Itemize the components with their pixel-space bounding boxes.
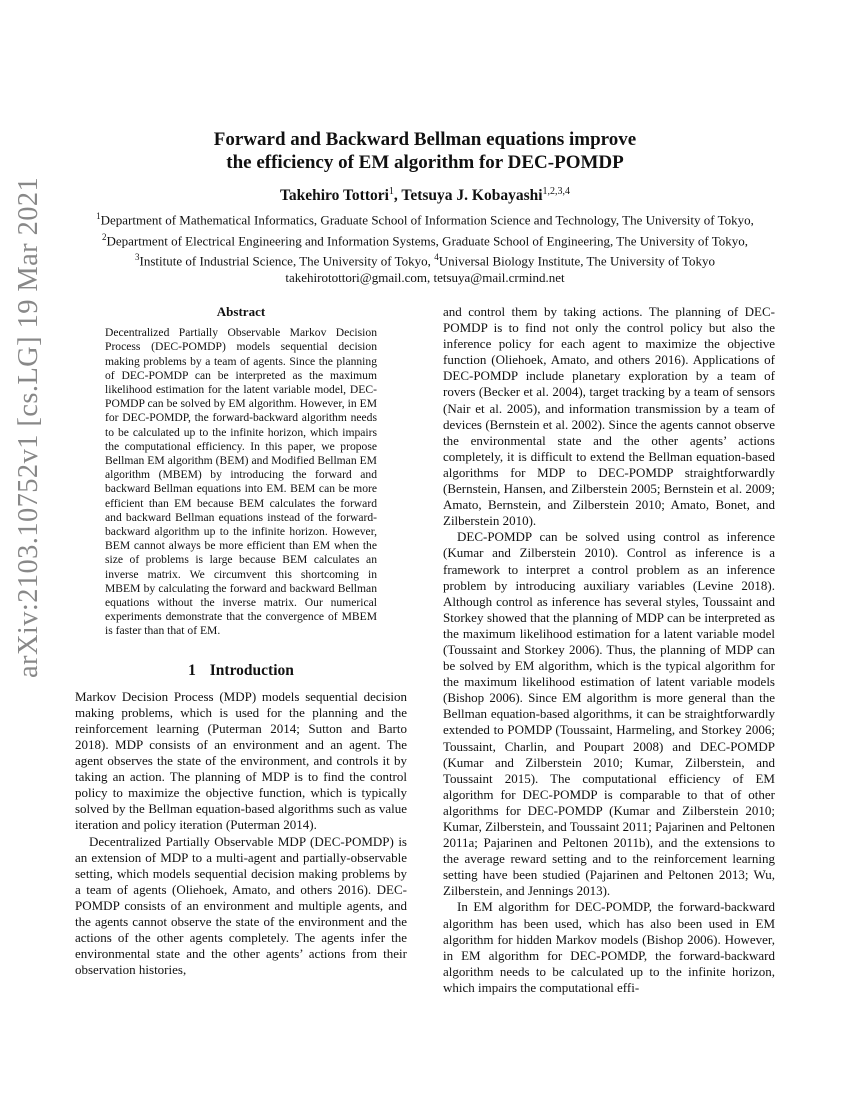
author-list [75,186,775,205]
paper-title-line-1: Forward and Backward Bellman equations improve [213,129,637,150]
section-number: 1 [188,661,196,679]
abstract-heading: Abstract [216,304,266,319]
abstract-body: Decentralized Partially Observable Markov Decision Process (DEC-POMDP) models sequential decision making problems by a team of agents. Since the planning of DEC-POMDP can be interpreted as the maximum likelihood estimation for the latent variable model, DEC-POMDP can be solved by EM algorithm. However, in EM for DEC-POMDP, the forward-backward algorithm needs to be calculated up to the infinite horizon, which impairs the computational efficiency. In this paper, we propose Bellman EM algorithm (BEM) and Modified Bellman EM algorithm (MBEM) by introducing the forward and backward Bellman equations into EM. BEM can be more efficient than EM because BEM calculates the forward and backward Bellman equations instead of the forward-backward algorithm up to the infinite horizon. However, BEM cannot always be more efficient than EM when the size of problems is large because BEM calculates an inverse matrix. We circumvent this shortcoming in MBEM by calculating the forward and backward Bellman equations without the inverse matrix. Our numerical experiments demonstrate that the convergence of MBEM is faster than that of EM. [105,326,377,638]
left-column [75,304,407,978]
author-affiliation-marker: 1,2,3,4 [542,186,571,197]
body-paragraph: and control them by taking actions. The planning of DEC-POMDP is to find not only the control policy but also the inference policy for each agent to maximize the objective function (Oliehoek, Amato, and others 2016). Applications of DEC-POMDP include planetary exploration by a team of rovers (Becker et al. 2004), target tracking by a team of sensors (Nair et al. 2005), and information transmission by a team of devices (Bernstein et al. 2002). Since the agents cannot observe the environmental state and the other agents’ actions completely, it is difficult to extend the Bellman equation-based algorithms for MDP to DEC-POMDP straightforwardly (Bernstein, Hansen, and Zilberstein 2005; Bernstein et al. 2009; Amato, Bernstein, and Zilberstein 2010; Amato, Bonet, and Zilberstein 2010). [443,304,775,529]
paper-title-line-2: the efficiency of EM algorithm for DEC-POMDP [226,152,624,173]
author-affiliation-marker: 1 [388,186,394,197]
body-paragraph: In EM algorithm for DEC-POMDP, the forward-backward algorithm has been used, which has also been used in EM algorithm for hidden Markov models (Bishop 2006). However, in EM algorithm for DEC-POMDP, the forward-backward algorithm needs to be calculated up to the infinite horizon, which impairs the computational effi- [443,899,775,995]
affiliation-marker: 1 [96,211,101,221]
section-title: Introduction [209,661,294,679]
body-paragraph: DEC-POMDP can be solved using control as inference (Kumar and Zilberstein 2010). Control as inference is a framework to interpret a control problem as an inference problem by introducing auxiliary variables (Levine 2018). Although control as inference has several styles, Toussaint and Storkey showed that the planning of MDP can be interpreted as the maximum likelihood estimation for a latent variable model (Toussaint and Storkey 2006). Thus, the planning of MDP can be solved by EM algorithm, which is the typical algorithm for the maximum likelihood estimation of latent variable models (Bishop 2006). Since EM algorithm is more general than the Bellman equation-based algorithms, it can be straightforwardly extended to POMDP (Toussaint, Harmeling, and Storkey 2006; Toussaint, Charlin, and Poupart 2008) and DEC-POMDP (Kumar and Zilberstein 2010; Kumar, Zilberstein, and Toussaint 2015). The computational efficiency of EM algorithm for DEC-POMDP is comparable to that of other algorithms for DEC-POMDP (Kumar and Zilberstein 2010; Kumar, Zilberstein, and Toussaint 2011; Pajarinen and Peltonen 2011a; Pajarinen and Peltonen 2011b), and the extensions to the average reward setting and to the reinforcement learning setting have been studied (Pajarinen and Peltonen 2013; Wu, Zilberstein, and Jennings 2013). [443,529,775,899]
affiliation-text: Universal Biology Institute, The University of Tokyo [438,253,715,269]
affiliation-marker: 3 [135,252,140,263]
affiliation-marker: 2 [101,231,107,242]
section-heading-introduction [75,663,407,679]
body-paragraph: Markov Decision Process (MDP) models sequential decision making problems, which is used for the planning and the reinforcement learning (Puterman 2014; Sutton and Barto 2018). MDP consists of an environment and an agent. The agent observes the state of the environment, and controls it by taking an action. The planning of MDP is to find the control policy to maximize the objective function, which is typically solved by the Bellman equation-based algorithms such as value iteration and policy iteration (Puterman 2014). [75,688,407,833]
right-column [443,304,775,996]
affiliation-text: Department of Electrical Engineering and Information Systems, Graduate School of Engineering, The University of Tokyo, [106,233,749,249]
arxiv-identifier-stamp: arXiv:2103.10752v1 [cs.LG] 19 Mar 2021 [13,176,44,678]
body-paragraph: Decentralized Partially Observable MDP (DEC-POMDP) is an extension of MDP to a multi-agent and partially-observable setting, which models sequential decision making problems by a team of agents (Oliehoek, Amato, and others 2016). DEC-POMDP consists of an environment and multiple agents, and the agents cannot observe the state of the environment and the actions of the other agents completely. The agents infer the environmental state and the other agents’ actions from their observation histories, [75,833,407,978]
affiliation-line-3 [60,249,790,270]
author-emails: takehirotottori@gmail.com, tetsuya@mail.crmind.net [285,270,565,286]
paper-title [75,128,775,174]
author-name: Tetsuya J. Kobayashi [401,187,543,205]
affiliation-text: Department of Mathematical Informatics, Graduate School of Information Science and Technology, The University of Tokyo, [100,212,754,228]
affiliation-line-1 [60,208,790,229]
affiliation-text: Institute of Industrial Science, The University of Tokyo, [139,253,435,269]
author-separator: , [393,187,402,205]
affiliation-line-2 [60,229,790,250]
author-name: Takehiro Tottori [279,187,389,205]
affiliation-marker: 4 [434,252,439,263]
affiliations [60,208,790,287]
